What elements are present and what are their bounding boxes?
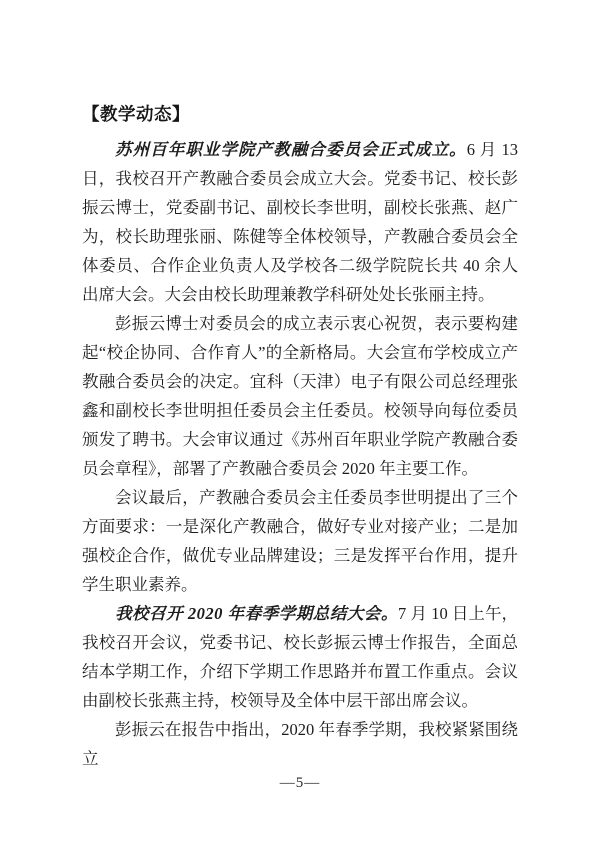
paragraph-text: 7 月 10 日上午，我校召开会议，党委书记、校长彭振云博士作报告，全面总结本学期工作，介绍下学期工作思路并布置工作重点。会议由副校长张燕主持，校领导及全体中层干部出席会议。 [82,604,519,710]
paragraph-text: 彭振云在报告中指出，2020 年春季学期，我校紧紧围绕立 [82,720,518,768]
paragraph-lead: 苏州百年职业学院产教融合委员会正式成立。 [115,140,467,159]
paragraph [82,135,518,309]
paragraph-text: 会议最后，产教融合委员会主任委员李世明提出了三个方面要求：一是深化产教融合，做好专业对接产业；二是加强校企合作，做优专业品牌建设；三是发挥平台作用，提升学生职业素养。 [82,488,518,594]
paragraph [82,309,518,483]
paragraph [82,599,518,715]
document-content [82,100,518,773]
page-number: —5— [279,775,321,791]
paragraph [82,483,518,599]
article-paragraphs [82,135,518,773]
paragraph-lead: 我校召开 2020 年春季学期总结大会。 [115,604,399,623]
paragraph-text: 彭振云博士对委员会的成立表示衷心祝贺，表示要构建起“校企协同、合作育人”的全新格局。大会宣布学校成立产教融合委员会的决定。宜科（天津）电子有限公司总经理张鑫和副校长李世明担任委员会主任委员。校领导向每位委员颁发了聘书。大会审议通过《苏州百年职业学院产教融合委员会章程》，部署了产教融合委员会 2020 年主要工作。 [82,314,518,478]
paragraph [82,715,518,773]
section-heading: 【教学动态】 [82,104,190,124]
paragraph-text: 6 月 13 日，我校召开产教融合委员会成立大会。党委书记、校长彭振云博士，党委副书记、副校长李世明，副校长张燕、赵广为，校长助理张丽、陈健等全体校领导，产教融合委员会全体委员、合作企业负责人及学校各二级学院院长共 40 余人出席大会。大会由校长助理兼教学科研处处长张丽主持。 [82,140,519,304]
